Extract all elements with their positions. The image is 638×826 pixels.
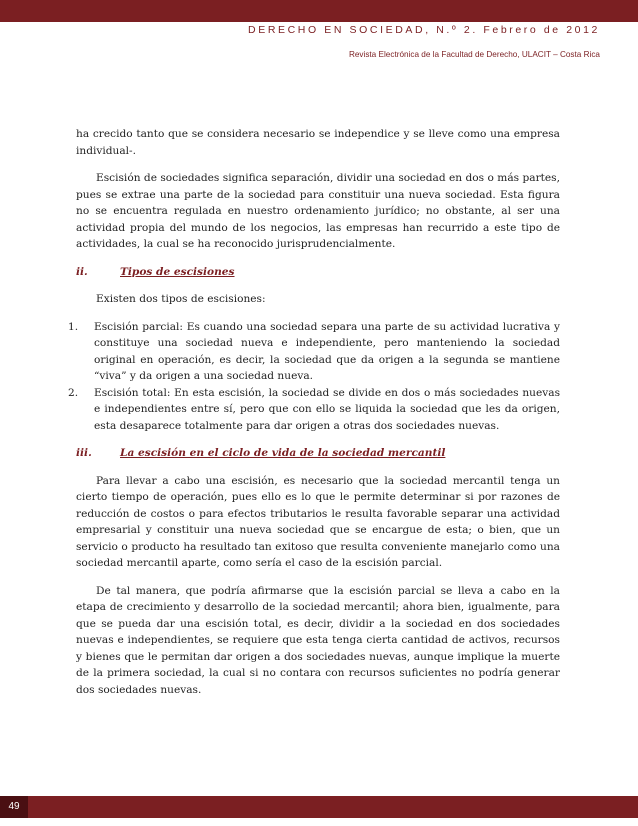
paragraph-3: Existen dos tipos de escisiones: — [96, 293, 266, 305]
paragraph-4: Para llevar a cabo una escisión, es necesario que la sociedad mercantil tenga un cierto tiempo de operación, pues ello es lo que le permite determinar si por razones de reducción de costos o para efectos tributarios le resulta favorable separar una actividad empresarial y constituir una nueva sociedad que se encargue de esta; o bien, que un servicio o producto ha resultado tan exitoso que resulta conveniente manejarlo como una sociedad mercantil aparte, como sería el caso de la escisión parcial. — [76, 474, 560, 569]
paragraph-1: ha crecido tanto que se considera necesario se independice y se lleve como una empresa individual-. — [76, 128, 560, 157]
journal-title: DERECHO EN SOCIEDAD, N.º 2. Febrero de 2012 — [248, 24, 600, 36]
section-number: iii. — [76, 447, 92, 459]
section-heading-iii — [76, 445, 560, 462]
escision-types-list — [68, 319, 560, 435]
section-number: ii. — [76, 265, 88, 278]
list-item-text: Escisión parcial: Es cuando una sociedad separa una parte de su actividad lucrativa y constituye una sociedad nueva e independiente, pero manteniendo la sociedad original en operación, es decir, la sociedad que da origen a la segunda se mantiene “viva” y da origen a una sociedad nueva. — [94, 320, 560, 382]
header-bar — [0, 0, 638, 22]
list-item — [68, 385, 560, 435]
page-number: 49 — [0, 796, 28, 818]
paragraph-2: Escisión de sociedades significa separación, dividir una sociedad en dos o más partes, pues se extrae una parte de la sociedad para constituir una nueva sociedad. Esta figura no se encuentra regulada en nuestro ordenamiento jurídico; no obstante, al ser una actividad propia del mundo de los negocios, las empresas han recurrido a este tipo de actividades, la cual se ha reconocido jurisprudencialmente. — [76, 172, 560, 250]
footer-bar — [0, 796, 638, 818]
section-title: Tipos de escisiones — [120, 265, 235, 278]
section-title: La escisión en el ciclo de vida de la sociedad mercantil — [120, 447, 446, 459]
article-body — [68, 126, 560, 698]
paragraph-5: De tal manera, que podría afirmarse que la escisión parcial se lleva a cabo en la etapa de crecimiento y desarrollo de la sociedad mercantil; ahora bien, igualmente, para que se pueda dar una escisión total, es decir, dividir a la sociedad en dos sociedades nuevas e independientes, se requiere que esta tenga cierta cantidad de activos, recursos y bienes que le permitan dar origen a dos sociedades nuevas, aunque implique la muerte de la primera sociedad, la cual si no contara con recursos suficientes no podría generar dos sociedades nuevas. — [76, 584, 560, 696]
list-item-text: Escisión total: En esta escisión, la sociedad se divide en dos o más sociedades nuevas e independientes entre sí, pero que con ello se liquida la sociedad que les da origen, esta desaparece totalmente para dar origen a otras dos sociedades nuevas. — [94, 386, 560, 432]
journal-subtitle: Revista Electrónica de la Facultad de Derecho, ULACIT – Costa Rica — [348, 50, 600, 59]
list-item-number: 2. — [68, 386, 79, 399]
section-heading-ii — [76, 264, 560, 281]
list-item-number: 1. — [68, 320, 79, 333]
list-item — [68, 319, 560, 385]
